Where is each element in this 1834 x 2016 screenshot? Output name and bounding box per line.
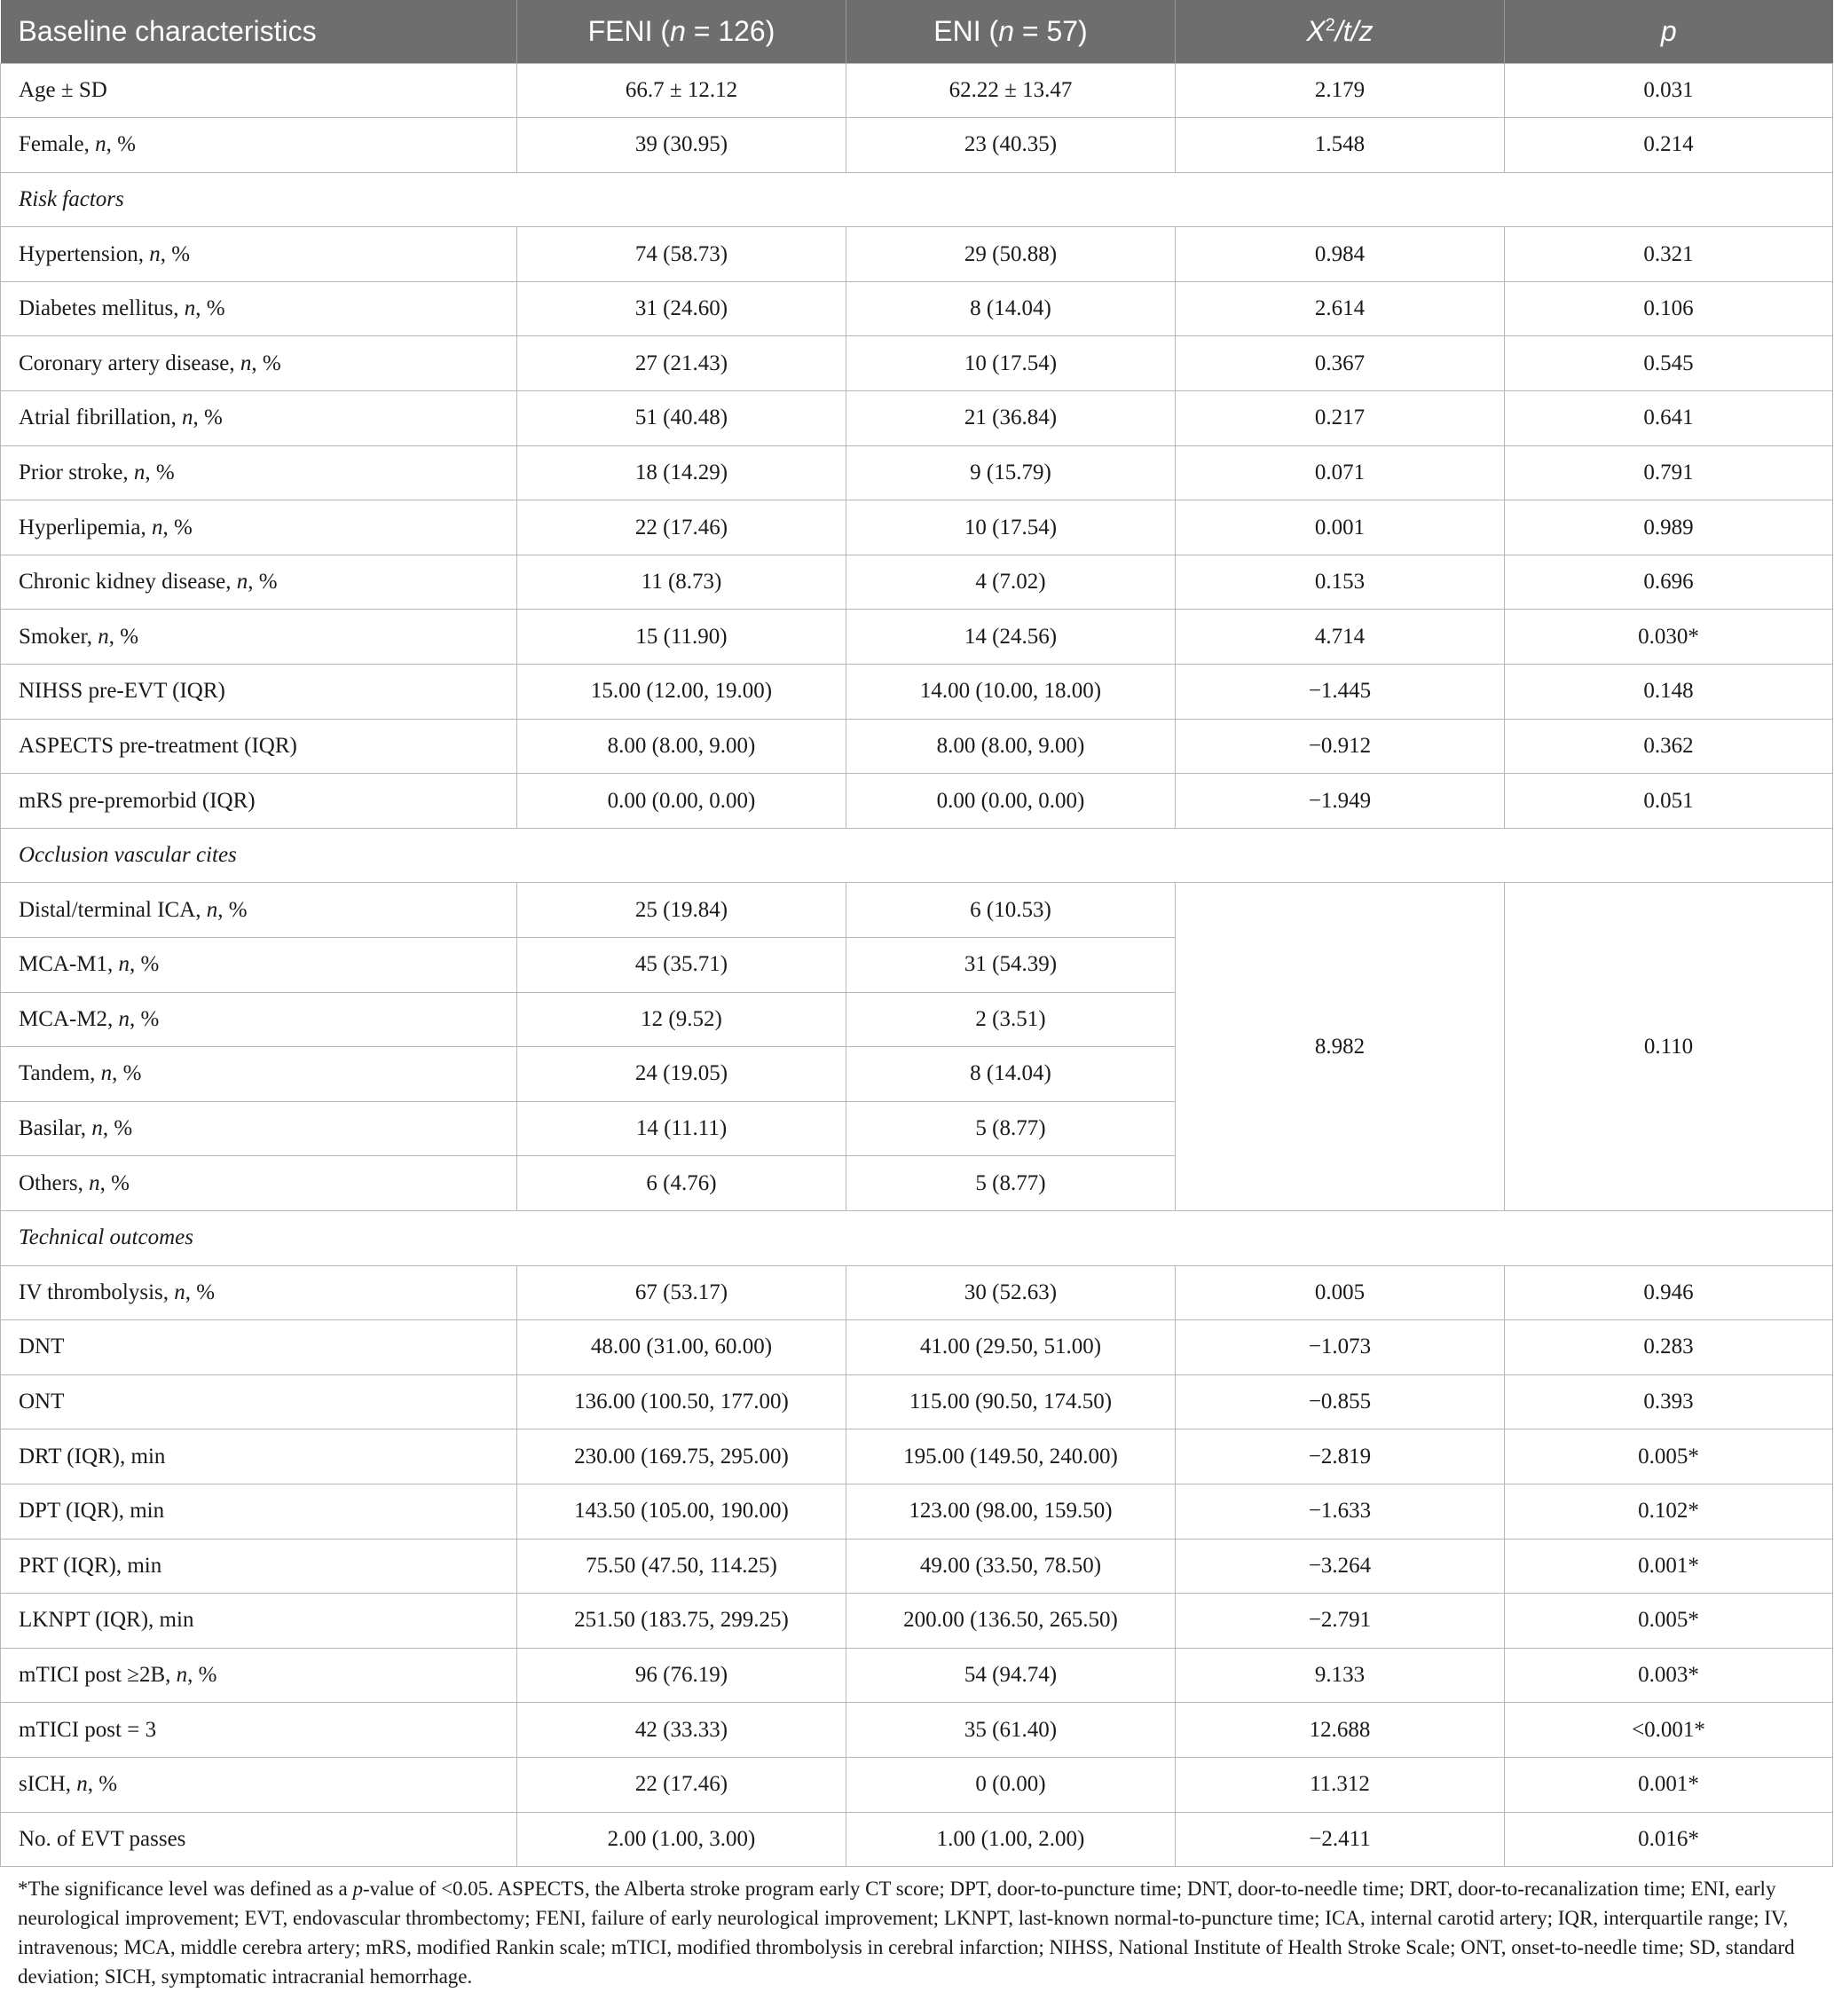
eni-value: 0.00 (0.00, 0.00): [846, 774, 1176, 829]
table-row: [1, 1429, 1833, 1484]
statistic-value: −1.073: [1176, 1320, 1505, 1375]
row-label: DPT (IQR), min: [1, 1484, 517, 1539]
section-row-technical-outcomes: [1, 1210, 1833, 1265]
table-row: [1, 1320, 1833, 1375]
row-label: Coronary artery disease, n, %: [1, 336, 517, 391]
feni-value: 18 (14.29): [517, 445, 846, 500]
occlusion-statistic-value: 8.982: [1176, 883, 1505, 1211]
feni-value: 27 (21.43): [517, 336, 846, 391]
eni-value: 8.00 (8.00, 9.00): [846, 719, 1176, 774]
feni-value: 66.7 ± 12.12: [517, 63, 846, 118]
feni-value: 51 (40.48): [517, 391, 846, 446]
statistic-value: −1.445: [1176, 665, 1505, 720]
table-row: [1, 1539, 1833, 1594]
statistic-value: 0.001: [1176, 500, 1505, 555]
statistic-value: 0.217: [1176, 391, 1505, 446]
feni-value: 15.00 (12.00, 19.00): [517, 665, 846, 720]
feni-value: 14 (11.11): [517, 1101, 846, 1156]
table-row: [1, 1265, 1833, 1320]
row-label: Age ± SD: [1, 63, 517, 118]
header-eni: ENI (n = 57): [846, 0, 1176, 63]
eni-value: 10 (17.54): [846, 500, 1176, 555]
eni-value: 49.00 (33.50, 78.50): [846, 1539, 1176, 1594]
feni-value: 2.00 (1.00, 3.00): [517, 1812, 846, 1867]
statistic-value: −3.264: [1176, 1539, 1505, 1594]
p-value: 0.005*: [1505, 1594, 1833, 1649]
statistic-value: 0.367: [1176, 336, 1505, 391]
row-label: sICH, n, %: [1, 1757, 517, 1812]
eni-value: 1.00 (1.00, 2.00): [846, 1812, 1176, 1867]
feni-value: 67 (53.17): [517, 1265, 846, 1320]
statistic-value: 4.714: [1176, 610, 1505, 665]
eni-value: 123.00 (98.00, 159.50): [846, 1484, 1176, 1539]
table-row: [1, 227, 1833, 282]
table-row: [1, 500, 1833, 555]
eni-value: 8 (14.04): [846, 1047, 1176, 1102]
p-value: 0.001*: [1505, 1757, 1833, 1812]
feni-value: 12 (9.52): [517, 992, 846, 1047]
p-value: 0.106: [1505, 281, 1833, 336]
p-value: 0.791: [1505, 445, 1833, 500]
table-row: [1, 1594, 1833, 1649]
eni-value: 195.00 (149.50, 240.00): [846, 1429, 1176, 1484]
table-row: [1, 445, 1833, 500]
eni-value: 0 (0.00): [846, 1757, 1176, 1812]
row-label: MCA-M2, n, %: [1, 992, 517, 1047]
feni-value: 74 (58.73): [517, 227, 846, 282]
row-label: Basilar, n, %: [1, 1101, 517, 1156]
p-value: 0.031: [1505, 63, 1833, 118]
row-label: Distal/terminal ICA, n, %: [1, 883, 517, 938]
statistic-value: 2.179: [1176, 63, 1505, 118]
p-value: 0.946: [1505, 1265, 1833, 1320]
statistic-value: −2.819: [1176, 1429, 1505, 1484]
section-label: Occlusion vascular cites: [1, 828, 1833, 883]
eni-value: 54 (94.74): [846, 1648, 1176, 1703]
statistic-value: 0.005: [1176, 1265, 1505, 1320]
row-label: ASPECTS pre-treatment (IQR): [1, 719, 517, 774]
table-row: [1, 281, 1833, 336]
row-label: Atrial fibrillation, n, %: [1, 391, 517, 446]
eni-value: 14.00 (10.00, 18.00): [846, 665, 1176, 720]
row-label: Tandem, n, %: [1, 1047, 517, 1102]
p-value: 0.696: [1505, 555, 1833, 610]
feni-value: 22 (17.46): [517, 500, 846, 555]
feni-value: 24 (19.05): [517, 1047, 846, 1102]
eni-value: 4 (7.02): [846, 555, 1176, 610]
header-baseline-characteristics: Baseline characteristics: [1, 0, 517, 63]
feni-value: 136.00 (100.50, 177.00): [517, 1374, 846, 1429]
p-value: 0.362: [1505, 719, 1833, 774]
eni-value: 31 (54.39): [846, 938, 1176, 993]
table-row: [1, 1374, 1833, 1429]
feni-value: 8.00 (8.00, 9.00): [517, 719, 846, 774]
p-value: 0.016*: [1505, 1812, 1833, 1867]
feni-value: 39 (30.95): [517, 118, 846, 173]
table-row: [1, 1703, 1833, 1758]
statistic-value: −2.411: [1176, 1812, 1505, 1867]
row-label: LKNPT (IQR), min: [1, 1594, 517, 1649]
p-value: 0.989: [1505, 500, 1833, 555]
eni-value: 5 (8.77): [846, 1101, 1176, 1156]
row-label: Prior stroke, n, %: [1, 445, 517, 500]
eni-value: 200.00 (136.50, 265.50): [846, 1594, 1176, 1649]
feni-value: 75.50 (47.50, 114.25): [517, 1539, 846, 1594]
section-row-risk-factors: [1, 172, 1833, 227]
feni-value: 22 (17.46): [517, 1757, 846, 1812]
eni-value: 62.22 ± 13.47: [846, 63, 1176, 118]
section-row-occlusion: [1, 828, 1833, 883]
statistic-value: −1.633: [1176, 1484, 1505, 1539]
row-label: mTICI post ≥2B, n, %: [1, 1648, 517, 1703]
eni-value: 21 (36.84): [846, 391, 1176, 446]
eni-value: 41.00 (29.50, 51.00): [846, 1320, 1176, 1375]
feni-value: 0.00 (0.00, 0.00): [517, 774, 846, 829]
header-statistic: $X^2/t/z$: [1176, 0, 1505, 63]
row-label: Smoker, n, %: [1, 610, 517, 665]
statistic-value: 12.688: [1176, 1703, 1505, 1758]
feni-value: 96 (76.19): [517, 1648, 846, 1703]
p-value: 0.545: [1505, 336, 1833, 391]
statistic-value: −1.949: [1176, 774, 1505, 829]
occlusion-p-value: 0.110: [1505, 883, 1833, 1211]
eni-value: 9 (15.79): [846, 445, 1176, 500]
statistic-value: 1.548: [1176, 118, 1505, 173]
feni-value: 31 (24.60): [517, 281, 846, 336]
row-label: Female, n, %: [1, 118, 517, 173]
p-value: 0.001*: [1505, 1539, 1833, 1594]
row-label: ONT: [1, 1374, 517, 1429]
statistic-value: 9.133: [1176, 1648, 1505, 1703]
p-value: 0.393: [1505, 1374, 1833, 1429]
table-row: [1, 336, 1833, 391]
section-label: Technical outcomes: [1, 1210, 1833, 1265]
p-value: 0.005*: [1505, 1429, 1833, 1484]
eni-value: 29 (50.88): [846, 227, 1176, 282]
table-row: [1, 1484, 1833, 1539]
section-label: Risk factors: [1, 172, 1833, 227]
eni-value: 8 (14.04): [846, 281, 1176, 336]
header-p-value: p: [1505, 0, 1833, 63]
eni-value: 6 (10.53): [846, 883, 1176, 938]
p-value: 0.641: [1505, 391, 1833, 446]
statistic-value: −0.912: [1176, 719, 1505, 774]
feni-value: 45 (35.71): [517, 938, 846, 993]
statistic-value: −2.791: [1176, 1594, 1505, 1649]
p-value: 0.321: [1505, 227, 1833, 282]
p-value: 0.030*: [1505, 610, 1833, 665]
eni-value: 10 (17.54): [846, 336, 1176, 391]
table-header: [1, 0, 1833, 63]
p-value: <0.001*: [1505, 1703, 1833, 1758]
row-label: IV thrombolysis, n, %: [1, 1265, 517, 1320]
statistic-value: 0.984: [1176, 227, 1505, 282]
eni-value: 35 (61.40): [846, 1703, 1176, 1758]
table-row: [1, 774, 1833, 829]
table-row: [1, 118, 1833, 173]
row-label: Chronic kidney disease, n, %: [1, 555, 517, 610]
table-footnote: *The significance level was defined as a p-value of <0.05. ASPECTS, the Alberta stroke program early CT score; DPT, door-to-puncture time; DNT, door-to-needle time; DRT, door-to-recanalization time; ENI, early neurological improvement; EVT, endovascular thrombectomy; FENI, failure of early neurological improvement; LKNPT, last-known normal-to-puncture time; ICA, internal carotid artery; IQR, interquartile range; IV, intravenous; MCA, middle cerebra artery; mRS, modified Rankin scale; mTICI, modified thrombolysis in cerebral infarction; NIHSS, National Institute of Health Stroke Scale; ONT, onset-to-needle time; SD, standard deviation; SICH, symptomatic intracranial hemorrhage.: [18, 1878, 1795, 1988]
eni-value: 5 (8.77): [846, 1156, 1176, 1211]
row-label: Diabetes mellitus, n, %: [1, 281, 517, 336]
row-label: MCA-M1, n, %: [1, 938, 517, 993]
row-label: DNT: [1, 1320, 517, 1375]
feni-value: 42 (33.33): [517, 1703, 846, 1758]
row-label: Hyperlipemia, n, %: [1, 500, 517, 555]
table-row: [1, 555, 1833, 610]
row-label: Hypertension, n, %: [1, 227, 517, 282]
eni-value: 2 (3.51): [846, 992, 1176, 1047]
p-value: 0.148: [1505, 665, 1833, 720]
p-value: 0.283: [1505, 1320, 1833, 1375]
feni-value: 15 (11.90): [517, 610, 846, 665]
feni-value: 251.50 (183.75, 299.25): [517, 1594, 846, 1649]
table-row: [1, 719, 1833, 774]
feni-value: 143.50 (105.00, 190.00): [517, 1484, 846, 1539]
feni-value: 6 (4.76): [517, 1156, 846, 1211]
table-row: [1, 63, 1833, 118]
table-row: [1, 1812, 1833, 1867]
table-row: [1, 883, 1833, 938]
table-row: [1, 1757, 1833, 1812]
p-value: 0.051: [1505, 774, 1833, 829]
row-label: mTICI post = 3: [1, 1703, 517, 1758]
feni-value: 230.00 (169.75, 295.00): [517, 1429, 846, 1484]
p-value: 0.102*: [1505, 1484, 1833, 1539]
p-value: 0.214: [1505, 118, 1833, 173]
row-label: Others, n, %: [1, 1156, 517, 1211]
table-row: [1, 391, 1833, 446]
table-row: [1, 610, 1833, 665]
eni-value: 115.00 (90.50, 174.50): [846, 1374, 1176, 1429]
feni-value: 48.00 (31.00, 60.00): [517, 1320, 846, 1375]
row-label: DRT (IQR), min: [1, 1429, 517, 1484]
eni-value: 23 (40.35): [846, 118, 1176, 173]
row-label: NIHSS pre-EVT (IQR): [1, 665, 517, 720]
feni-value: 11 (8.73): [517, 555, 846, 610]
statistic-value: 0.071: [1176, 445, 1505, 500]
feni-value: 25 (19.84): [517, 883, 846, 938]
row-label: mRS pre-premorbid (IQR): [1, 774, 517, 829]
table-body: [1, 63, 1833, 1867]
header-feni: FENI (n = 126): [517, 0, 846, 63]
eni-value: 30 (52.63): [846, 1265, 1176, 1320]
statistic-value: 0.153: [1176, 555, 1505, 610]
statistic-value: 11.312: [1176, 1757, 1505, 1812]
statistic-value: 2.614: [1176, 281, 1505, 336]
table-row: [1, 1648, 1833, 1703]
table-row: [1, 665, 1833, 720]
eni-value: 14 (24.56): [846, 610, 1176, 665]
statistic-value: −0.855: [1176, 1374, 1505, 1429]
header-row: [1, 0, 1833, 63]
row-label: No. of EVT passes: [1, 1812, 517, 1867]
p-value: 0.003*: [1505, 1648, 1833, 1703]
row-label: PRT (IQR), min: [1, 1539, 517, 1594]
